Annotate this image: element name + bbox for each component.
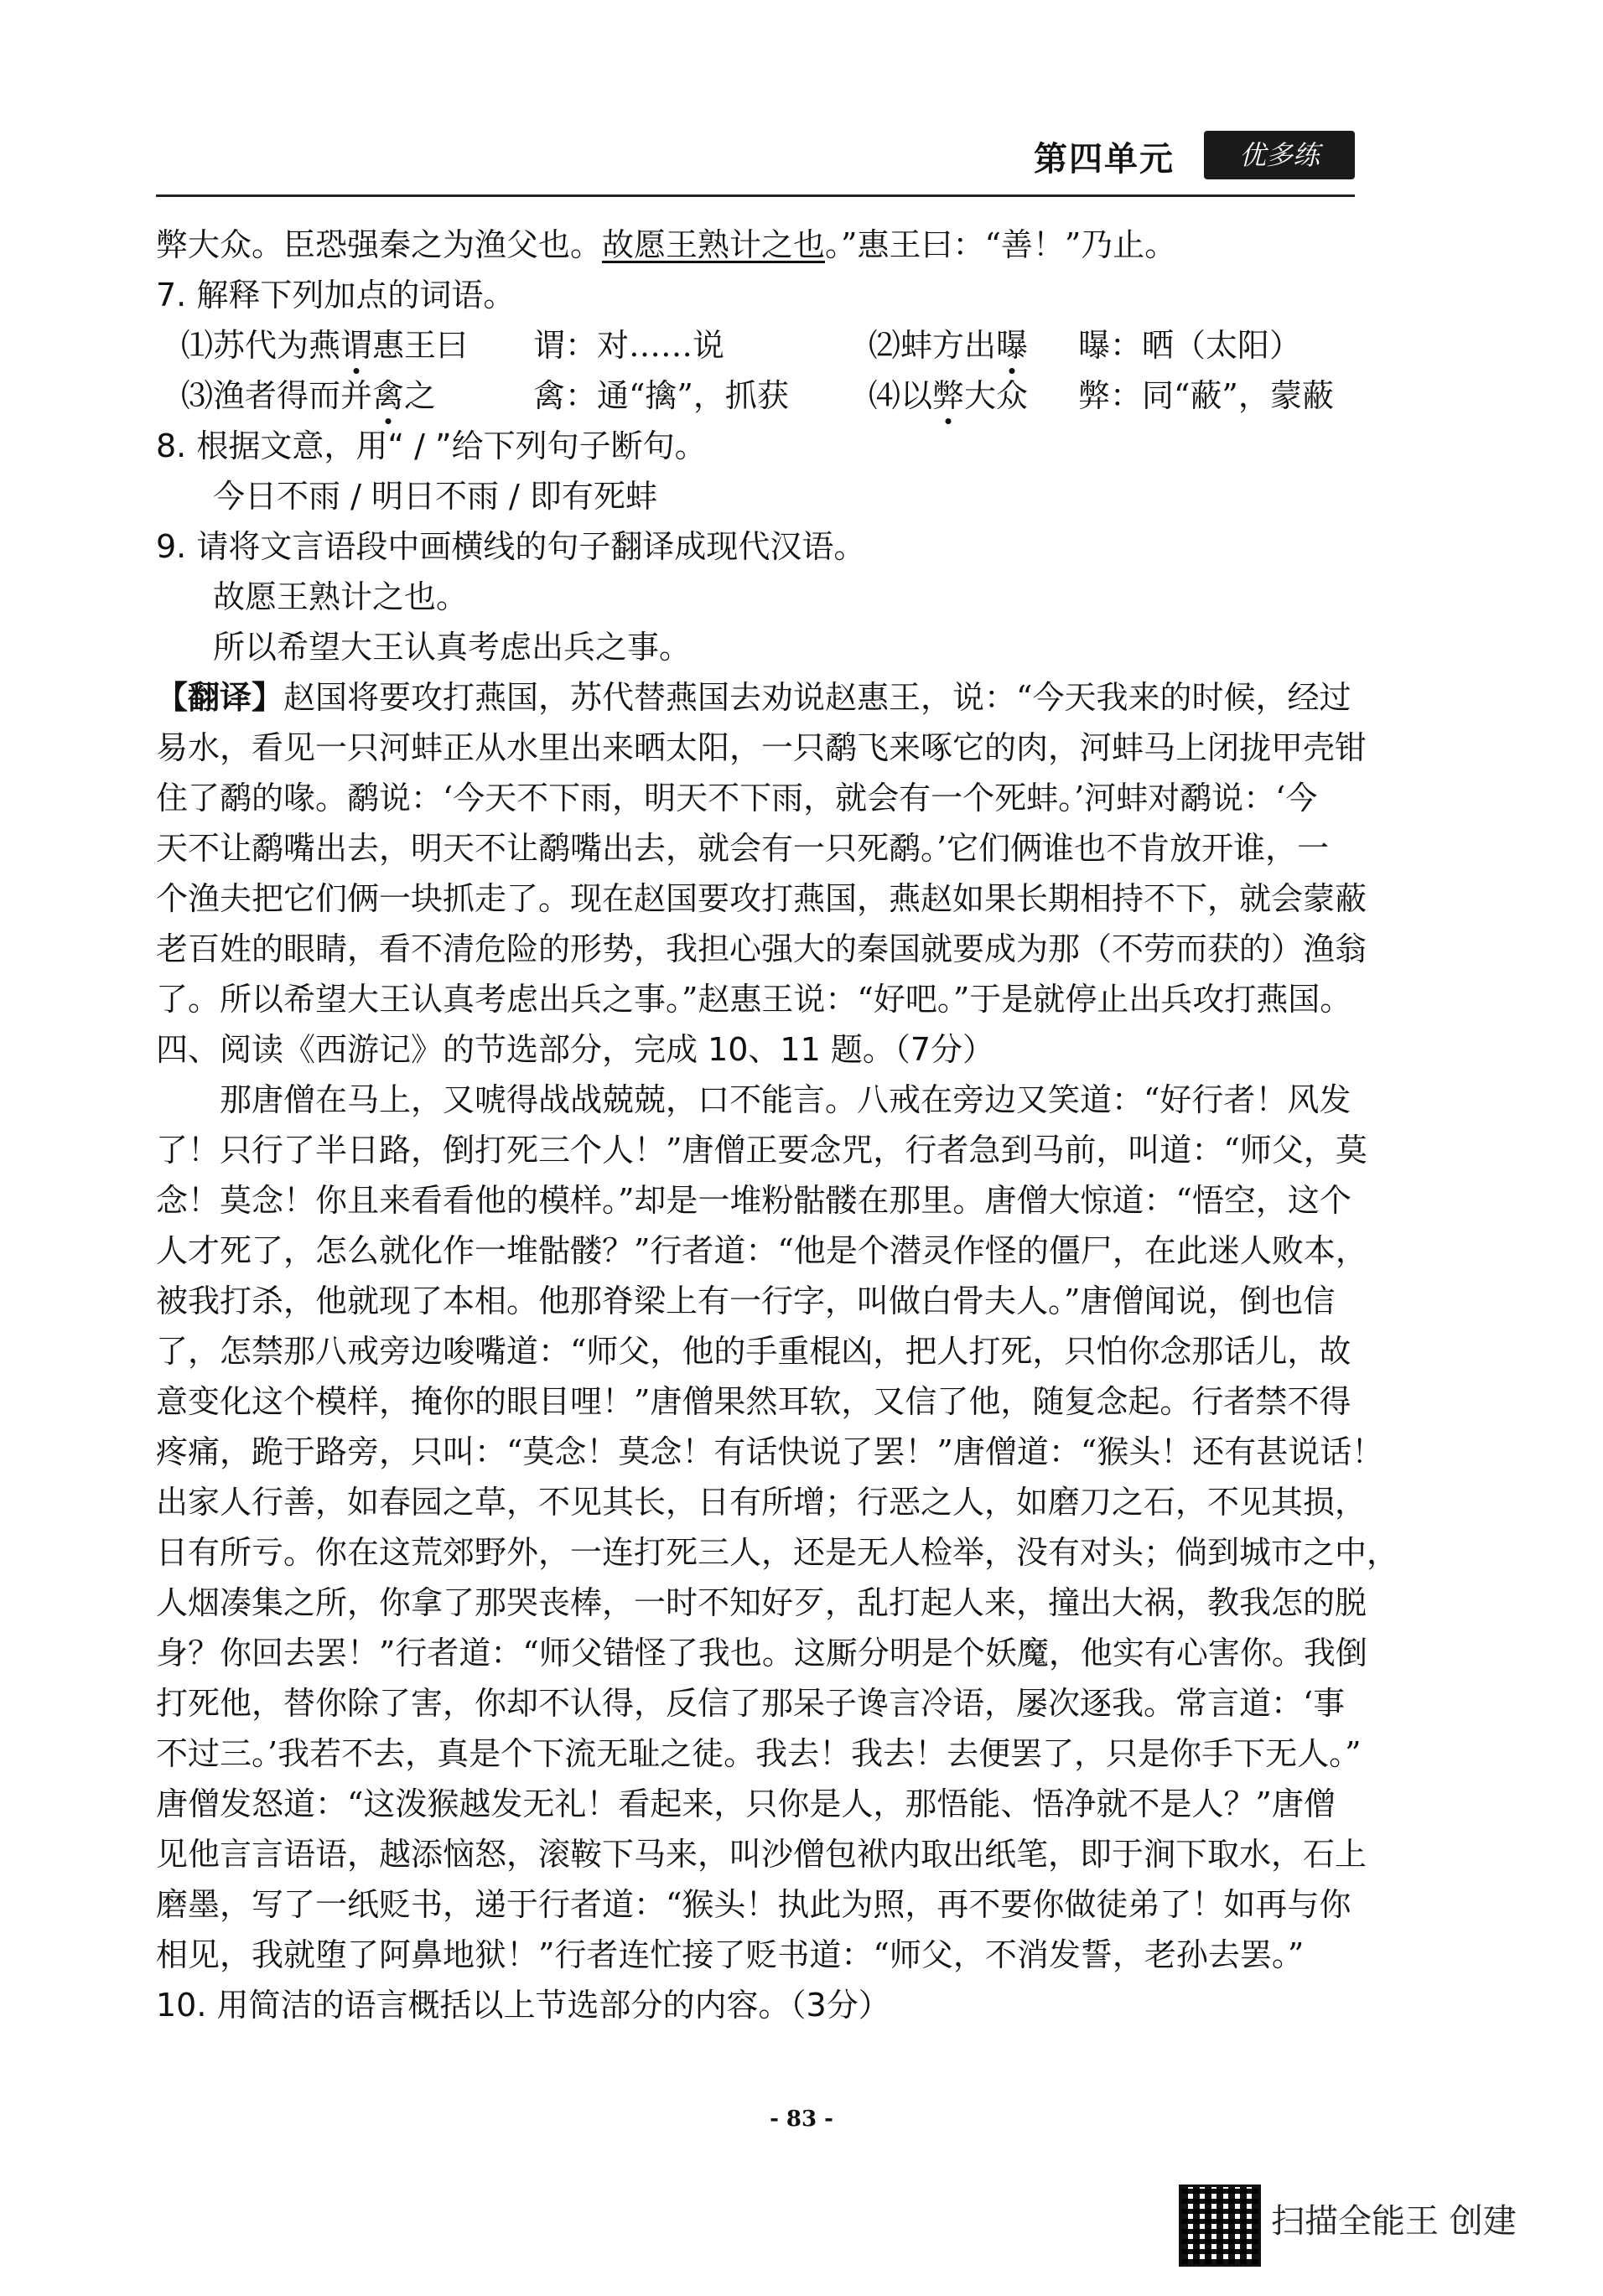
- passage-line: 了！只行了半日路，倒打死三个人！”唐僧正要念咒，行者急到马前，叫道：“师父，莫: [156, 1132, 1367, 1169]
- translation-line: [156, 672, 1355, 723]
- passage-line: 人才死了，怎么就化作一堆骷髅？”行者道：“他是个潜灵作怪的僵尸，在此迷人败本，: [156, 1232, 1367, 1269]
- unit-title: 第四单元: [1034, 140, 1175, 179]
- translation-line: 了。所以希望大王认真考虑出兵之事。”赵惠王说：“好吧。”于是就停止出兵攻打燕国。: [156, 981, 1352, 1018]
- brand-logo: 优多练: [1204, 131, 1355, 179]
- question-10: 10. 用简洁的语言概括以上节选部分的内容。（3分）: [156, 1987, 890, 2024]
- translation-text: 赵国将要攻打燕国，苏代替燕国去劝说赵惠王，说：“今天我来的时候，经过: [283, 679, 1351, 716]
- vocab-gloss: 禽：通“擒”，抓获: [533, 377, 789, 414]
- text-segment: 。”惠王曰：“善！”乃止。: [825, 226, 1177, 263]
- question-8-answer: 今日不雨 / 明日不雨 / 即有死蚌: [213, 478, 657, 515]
- phrase-part: 大众: [964, 377, 1029, 414]
- translation-line: 住了鹬的喙。鹬说：‘今天不下雨，明天不下雨，就会有一个死蚌。’河蚌对鹬说：‘今: [156, 780, 1318, 816]
- passage-line: 了，怎禁那八戒旁边唆嘴道：“师父，他的手重棍凶，把人打死，只怕你念那话儿，故: [156, 1333, 1351, 1370]
- text-segment: 弊大众。臣恐强秦之为渔父也。: [156, 226, 603, 263]
- underlined-sentence: 故愿王熟计之也: [602, 226, 826, 263]
- passage-line: 出家人行善，如春园之草，不见其长，日有所增；行恶之人，如磨刀之石，不见其损，: [156, 1484, 1367, 1521]
- vocab-phrase: [869, 320, 1078, 371]
- passage-ending-line: [156, 220, 1355, 270]
- vocab-gloss: 弊：同“蔽”，蒙蔽: [1078, 377, 1334, 414]
- translation-line: 个渔夫把它们俩一块抓走了。现在赵国要攻打燕国，燕赵如果长期相持不下，就会蒙蔽: [156, 880, 1367, 917]
- vocab-gloss: 曝：晒（太阳）: [1078, 327, 1302, 364]
- question-8: 8. 根据文意，用“ / ”给下列句子断句。: [156, 428, 707, 464]
- passage-line: 不过三。’我若不去，真是个下流无耻之徒。我去！我去！去便罢了，只是你手下无人。”: [156, 1735, 1362, 1772]
- vocab-phrase: [156, 371, 533, 421]
- vocab-row: [156, 320, 1355, 371]
- dotted-word: 谓: [340, 320, 372, 371]
- translation-line: 天不让鹬嘴出去，明天不让鹬嘴出去，就会有一只死鹬。’它们俩谁也不肯放开谁，一: [156, 830, 1330, 867]
- passage-line: 意变化这个模样，掩你的眼目哩！”唐僧果然耳软，又信了他，随复念起。行者禁不得: [156, 1383, 1351, 1420]
- translation-line: 易水，看见一只河蚌正从水里出来晒太阳，一只鹬飞来啄它的肉，河蚌马上闭拢甲壳钳: [156, 729, 1367, 766]
- phrase-part: 惠王曰: [372, 327, 469, 364]
- vocab-phrase: [869, 371, 1078, 421]
- passage-line: 见他言言语语，越添恼怒，滚鞍下马来，叫沙僧包袱内取出纸笔，即于涧下取水，石上: [156, 1836, 1367, 1873]
- passage-line: 相见，我就堕了阿鼻地狱！”行者连忙接了贬书道：“师父，不消发誓，老孙去罢。”: [156, 1936, 1305, 1973]
- passage-line: 唐僧发怒道：“这泼猴越发无礼！看起来，只你是人，那悟能、悟净就不是人？”唐僧: [156, 1785, 1336, 1822]
- phrase-part: ⑷以: [869, 377, 933, 414]
- passage-line: 被我打杀，他就现了本相。他那脊梁上有一行字，叫做白骨夫人。”唐僧闻说，倒也信: [156, 1283, 1336, 1319]
- passage-line: 疼痛，跪于路旁，只叫：“莫念！莫念！有话快说了罢！”唐僧道：“猴头！还有甚说话！: [156, 1433, 1384, 1470]
- passage-line: 磨墨，写了一纸贬书，递于行者道：“猴头！执此为照，再不要你做徒弟了！如再与你: [156, 1886, 1351, 1923]
- page-header: [156, 126, 1355, 197]
- dotted-word: 禽: [372, 371, 404, 421]
- passage-line: 那唐僧在马上，又唬得战战兢兢，口不能言。八戒在旁边又笑道：“好行者！风发: [220, 1081, 1351, 1118]
- document-body: [156, 220, 1399, 2030]
- phrase-part: ⑴苏代为燕: [181, 327, 341, 364]
- phrase-part: ⑶渔者得而并: [181, 377, 373, 414]
- passage-line: 人烟凑集之所，你拿了那哭丧棒，一时不知好歹，乱打起人来，撞出大祸，教我怎的脱: [156, 1584, 1367, 1621]
- phrase-part: 之: [404, 377, 437, 414]
- section-4-heading: 四、阅读《西游记》的节选部分，完成 10、11 题。（7分）: [156, 1031, 995, 1068]
- dotted-word: 弊: [932, 371, 964, 421]
- vocab-phrase: [156, 320, 533, 371]
- question-9: 9. 请将文言语段中画横线的句子翻译成现代汉语。: [156, 528, 866, 565]
- passage-line: 念！莫念！你且来看看他的模样。”却是一堆粉骷髅在那里。唐僧大惊道：“悟空，这个: [156, 1182, 1351, 1219]
- translation-label: 【翻译】: [156, 678, 284, 716]
- question-7: 7. 解释下列加点的词语。: [156, 277, 516, 314]
- translation-block: [156, 672, 1367, 1024]
- dotted-word: 曝: [996, 320, 1028, 371]
- question-9-answer: 所以希望大王认真考虑出兵之事。: [213, 629, 692, 666]
- phrase-part: ⑵蚌方出: [869, 327, 997, 364]
- scanner-watermark: 扫描全能王 创建: [1271, 2202, 1517, 2241]
- page-number: - 83 -: [770, 2107, 833, 2132]
- vocab-row: [156, 371, 1355, 421]
- passage-line: 日有所亏。你在这荒郊野外，一连打死三人，还是无人检举，没有对头；倘到城市之中，: [156, 1534, 1399, 1571]
- qr-code-icon: [1179, 2185, 1261, 2267]
- vocab-gloss: 谓：对……说: [533, 327, 725, 364]
- question-9-sentence: 故愿王熟计之也。: [213, 578, 469, 615]
- passage-line: 打死他，替你除了害，你却不认得，反信了那呆子谗言冷语，屡次逐我。常言道：‘事: [156, 1685, 1346, 1722]
- xiyouji-passage: [156, 1075, 1399, 1980]
- passage-line: 身？你回去罢！”行者道：“师父错怪了我也。这厮分明是个妖魔，他实有心害你。我倒: [156, 1635, 1367, 1671]
- translation-line: 老百姓的眼睛，看不清危险的形势，我担心强大的秦国就要成为那（不劳而获的）渔翁: [156, 930, 1367, 967]
